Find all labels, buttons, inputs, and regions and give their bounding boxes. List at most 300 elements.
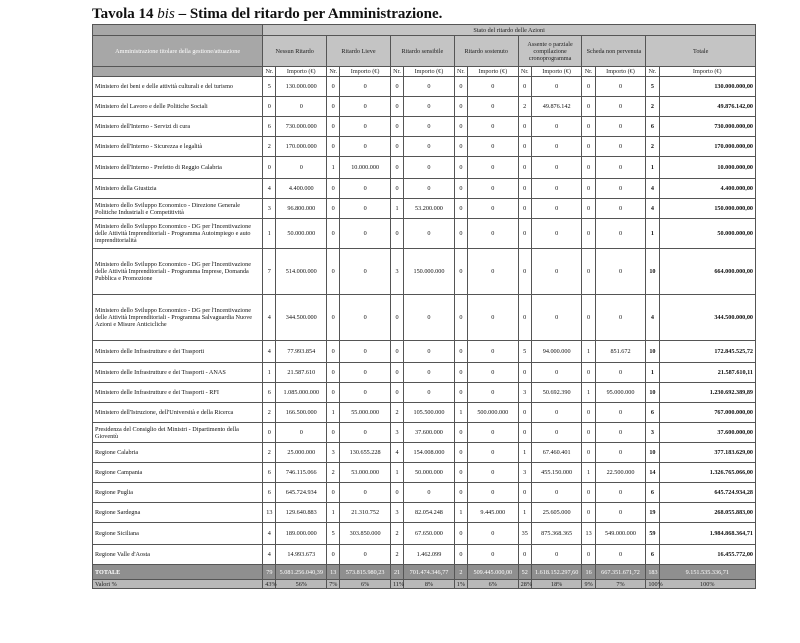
amount-cell: 0 <box>467 117 518 137</box>
amount-cell: 0 <box>404 295 455 341</box>
amount-cell: 95.000.000 <box>595 383 646 403</box>
amount-cell: 16.455.772,00 <box>659 545 756 565</box>
count-cell: 10 <box>646 443 659 463</box>
count-cell: 0 <box>518 423 531 443</box>
amount-cell: 0 <box>404 483 455 503</box>
amount-cell: 645.724.934 <box>276 483 327 503</box>
amount-cell: 0 <box>340 117 391 137</box>
amount-cell: 0 <box>531 137 582 157</box>
count-cell: 0 <box>390 117 403 137</box>
amount-cell: 767.000.000,00 <box>659 403 756 423</box>
count-cell: 6 <box>263 463 276 483</box>
amount-cell: 1.085.000.000 <box>276 383 327 403</box>
amount-cell: 25.000.000 <box>276 443 327 463</box>
count-cell: 1 <box>582 383 595 403</box>
amount-cell: 129.640.883 <box>276 503 327 523</box>
valori-cell: 18% <box>531 580 582 589</box>
count-cell: 0 <box>327 483 340 503</box>
valori-cell: 100% <box>646 580 659 589</box>
admin-name: Regione Calabria <box>93 443 263 463</box>
count-cell: 19 <box>646 503 659 523</box>
count-cell: 6 <box>646 483 659 503</box>
count-cell: 6 <box>646 545 659 565</box>
count-cell: 0 <box>518 483 531 503</box>
table-row <box>93 137 756 157</box>
count-cell: 0 <box>327 295 340 341</box>
count-cell: 0 <box>582 363 595 383</box>
amount-cell: 0 <box>531 403 582 423</box>
amount-cell: 0 <box>467 423 518 443</box>
count-cell: 6 <box>646 403 659 423</box>
admin-name: Ministero delle Infrastrutture e dei Trasporti - ANAS <box>93 363 263 383</box>
amount-cell: 0 <box>404 137 455 157</box>
amount-cell: 50.692.390 <box>531 383 582 403</box>
admin-name: Ministero dell'Istruzione, dell'Università e della Ricerca <box>93 403 263 423</box>
amount-cell: 21.587.610,11 <box>659 363 756 383</box>
totale-cell: 183 <box>646 565 659 580</box>
table-row <box>93 341 756 363</box>
amount-cell: 0 <box>404 179 455 199</box>
amount-cell: 0 <box>467 199 518 219</box>
totale-cell: 573.815.980,23 <box>340 565 391 580</box>
amount-cell: 0 <box>467 77 518 97</box>
header-blank <box>93 67 263 77</box>
count-cell: 0 <box>454 341 467 363</box>
header-nr: Nr. <box>263 67 276 77</box>
count-cell: 0 <box>518 137 531 157</box>
amount-cell: 0 <box>595 97 646 117</box>
amount-cell: 14.993.673 <box>276 545 327 565</box>
amount-cell: 0 <box>340 219 391 249</box>
header-stato: Stato del ritardo delle Azioni <box>263 25 756 36</box>
count-cell: 0 <box>327 137 340 157</box>
amount-cell: 50.000.000 <box>276 219 327 249</box>
count-cell: 0 <box>582 179 595 199</box>
amount-cell: 4.400.000,00 <box>659 179 756 199</box>
amount-cell: 0 <box>531 77 582 97</box>
count-cell: 0 <box>454 249 467 295</box>
count-cell: 2 <box>263 443 276 463</box>
amount-cell: 0 <box>531 199 582 219</box>
totale-cell: 13 <box>327 565 340 580</box>
count-cell: 0 <box>582 295 595 341</box>
amount-cell: 0 <box>595 545 646 565</box>
count-cell: 0 <box>582 77 595 97</box>
count-cell: 0 <box>390 77 403 97</box>
totale-cell: 2 <box>454 565 467 580</box>
admin-name: Ministero dell'Interno - Servizi di cura <box>93 117 263 137</box>
amount-cell: 851.672 <box>595 341 646 363</box>
amount-cell: 25.605.000 <box>531 503 582 523</box>
amount-cell: 0 <box>531 117 582 137</box>
count-cell: 0 <box>582 157 595 179</box>
admin-name: Ministero dello Sviluppo Economico - DG per l'Incentivazione delle Attività Imprenditoriali - Programma Salvaguardia Nuove Azioni e Misure Anticicliche <box>93 295 263 341</box>
count-cell: 2 <box>390 403 403 423</box>
count-cell: 0 <box>454 137 467 157</box>
admin-name: Ministero dell'Interno - Prefetto di Reggio Calabria <box>93 157 263 179</box>
count-cell: 0 <box>327 249 340 295</box>
amount-cell: 0 <box>595 423 646 443</box>
header-importo: Importo (€) <box>531 67 582 77</box>
amount-cell: 0 <box>531 179 582 199</box>
table-row <box>93 403 756 423</box>
table-row <box>93 483 756 503</box>
amount-cell: 664.000.000,00 <box>659 249 756 295</box>
count-cell: 1 <box>518 443 531 463</box>
amount-cell: 0 <box>340 249 391 295</box>
amount-cell: 1.462.099 <box>404 545 455 565</box>
header-importo: Importo (€) <box>659 67 756 77</box>
amount-cell: 0 <box>467 523 518 545</box>
amount-cell: 344.500.000 <box>276 295 327 341</box>
count-cell: 0 <box>454 179 467 199</box>
count-cell: 0 <box>454 383 467 403</box>
header-importo: Importo (€) <box>467 67 518 77</box>
amount-cell: 105.500.000 <box>404 403 455 423</box>
count-cell: 0 <box>454 545 467 565</box>
admin-name: Regione Siciliana <box>93 523 263 545</box>
table-row <box>93 423 756 443</box>
count-cell: 13 <box>582 523 595 545</box>
amount-cell: 50.000.000 <box>404 463 455 483</box>
amount-cell: 0 <box>404 341 455 363</box>
header-nr: Nr. <box>327 67 340 77</box>
valori-cell: 56% <box>276 580 327 589</box>
count-cell: 1 <box>390 463 403 483</box>
count-cell: 0 <box>327 97 340 117</box>
count-cell: 6 <box>646 117 659 137</box>
admin-name: Ministero dell'Interno - Sicurezza e legalità <box>93 137 263 157</box>
count-cell: 4 <box>646 199 659 219</box>
amount-cell: 0 <box>531 423 582 443</box>
amount-cell: 0 <box>467 341 518 363</box>
count-cell: 0 <box>390 219 403 249</box>
count-cell: 0 <box>582 483 595 503</box>
count-cell: 3 <box>518 463 531 483</box>
amount-cell: 0 <box>595 483 646 503</box>
count-cell: 0 <box>390 157 403 179</box>
count-cell: 3 <box>518 383 531 403</box>
amount-cell: 875.368.365 <box>531 523 582 545</box>
count-cell: 0 <box>518 249 531 295</box>
table-row <box>93 249 756 295</box>
amount-cell: 0 <box>595 117 646 137</box>
amount-cell: 0 <box>595 403 646 423</box>
admin-name: Ministero dello Sviluppo Economico - DG per l'Incentivazione delle Attività Imprenditoriali - Programma Imprese, Domanda Pubblica e Promozione <box>93 249 263 295</box>
amount-cell: 53.200.000 <box>404 199 455 219</box>
count-cell: 1 <box>646 219 659 249</box>
header-importo: Importo (€) <box>340 67 391 77</box>
count-cell: 0 <box>390 363 403 383</box>
admin-name: Regione Sardegna <box>93 503 263 523</box>
amount-cell: 0 <box>340 423 391 443</box>
amount-cell: 55.000.000 <box>340 403 391 423</box>
amount-cell: 0 <box>340 199 391 219</box>
count-cell: 0 <box>582 117 595 137</box>
valori-cell: 6% <box>340 580 391 589</box>
amount-cell: 0 <box>467 295 518 341</box>
amount-cell: 0 <box>595 295 646 341</box>
amount-cell: 172.845.525,72 <box>659 341 756 363</box>
count-cell: 6 <box>263 117 276 137</box>
count-cell: 0 <box>263 157 276 179</box>
amount-cell: 94.000.000 <box>531 341 582 363</box>
count-cell: 0 <box>454 117 467 137</box>
amount-cell: 0 <box>340 77 391 97</box>
count-cell: 0 <box>327 423 340 443</box>
count-cell: 0 <box>454 423 467 443</box>
count-cell: 1 <box>454 403 467 423</box>
amount-cell: 1.230.692.389,89 <box>659 383 756 403</box>
amount-cell: 0 <box>595 157 646 179</box>
amount-cell: 377.183.629,00 <box>659 443 756 463</box>
count-cell: 0 <box>518 179 531 199</box>
admin-name: Ministero dello Sviluppo Economico - DG per l'Incentivazione delle Attività Imprenditoriali - Programma Autoimpiego e auto imprenditorialità <box>93 219 263 249</box>
count-cell: 0 <box>390 341 403 363</box>
valori-cell: 9% <box>582 580 595 589</box>
amount-cell: 82.054.248 <box>404 503 455 523</box>
count-cell: 0 <box>582 443 595 463</box>
count-cell: 0 <box>327 77 340 97</box>
count-cell: 2 <box>263 403 276 423</box>
amount-cell: 50.000.000,00 <box>659 219 756 249</box>
amount-cell: 10.000.000 <box>340 157 391 179</box>
count-cell: 10 <box>646 383 659 403</box>
count-cell: 0 <box>454 483 467 503</box>
header-nr: Nr. <box>646 67 659 77</box>
amount-cell: 344.500.000,00 <box>659 295 756 341</box>
count-cell: 10 <box>646 341 659 363</box>
amount-cell: 0 <box>404 219 455 249</box>
amount-cell: 53.000.000 <box>340 463 391 483</box>
table-row <box>93 523 756 545</box>
amount-cell: 0 <box>404 117 455 137</box>
amount-cell: 0 <box>531 157 582 179</box>
amount-cell: 21.587.610 <box>276 363 327 383</box>
count-cell: 0 <box>454 463 467 483</box>
header-group: Ritardo sostenuto <box>454 36 518 67</box>
count-cell: 4 <box>263 545 276 565</box>
amount-cell: 0 <box>467 383 518 403</box>
amount-cell: 0 <box>595 199 646 219</box>
count-cell: 0 <box>390 483 403 503</box>
header-group: Totale <box>646 36 756 67</box>
count-cell: 1 <box>327 403 340 423</box>
count-cell: 0 <box>582 403 595 423</box>
valori-cell: 100% <box>659 580 756 589</box>
amount-cell: 746.115.066 <box>276 463 327 483</box>
count-cell: 1 <box>582 341 595 363</box>
header-nr: Nr. <box>518 67 531 77</box>
amount-cell: 37.600.000,00 <box>659 423 756 443</box>
amount-cell: 0 <box>467 249 518 295</box>
table-row <box>93 503 756 523</box>
count-cell: 0 <box>582 503 595 523</box>
table-row <box>93 383 756 403</box>
amount-cell: 1.984.868.364,71 <box>659 523 756 545</box>
admin-name: Ministero della Giustizia <box>93 179 263 199</box>
count-cell: 0 <box>454 199 467 219</box>
totale-cell: 701.474.346,77 <box>404 565 455 580</box>
amount-cell: 22.500.000 <box>595 463 646 483</box>
amount-cell: 0 <box>595 137 646 157</box>
valori-cell: 11% <box>390 580 403 589</box>
valori-label: Valori % <box>93 580 263 589</box>
amount-cell: 730.000.000 <box>276 117 327 137</box>
count-cell: 1 <box>390 199 403 219</box>
count-cell: 0 <box>454 443 467 463</box>
amount-cell: 0 <box>340 97 391 117</box>
amount-cell: 0 <box>467 97 518 117</box>
count-cell: 0 <box>518 363 531 383</box>
header-corner <box>93 25 263 36</box>
count-cell: 1 <box>646 363 659 383</box>
amount-cell: 303.850.000 <box>340 523 391 545</box>
count-cell: 0 <box>582 423 595 443</box>
amount-cell: 21.310.752 <box>340 503 391 523</box>
table-row <box>93 179 756 199</box>
admin-name: Regione Valle d'Aosta <box>93 545 263 565</box>
count-cell: 2 <box>327 463 340 483</box>
amount-cell: 0 <box>595 249 646 295</box>
header-nr: Nr. <box>582 67 595 77</box>
count-cell: 4 <box>263 523 276 545</box>
amount-cell: 0 <box>467 463 518 483</box>
amount-cell: 1.326.765.066,00 <box>659 463 756 483</box>
amount-cell: 49.876.142 <box>531 97 582 117</box>
amount-cell: 0 <box>595 503 646 523</box>
amount-cell: 150.000.000,00 <box>659 199 756 219</box>
amount-cell: 0 <box>340 179 391 199</box>
count-cell: 1 <box>263 363 276 383</box>
count-cell: 2 <box>646 97 659 117</box>
amount-cell: 37.600.000 <box>404 423 455 443</box>
amount-cell: 170.000.000 <box>276 137 327 157</box>
valori-cell: 28% <box>518 580 531 589</box>
valori-cell: 43% <box>263 580 276 589</box>
count-cell: 4 <box>646 295 659 341</box>
amount-cell: 0 <box>340 295 391 341</box>
admin-name: Ministero del Lavoro e delle Politiche Sociali <box>93 97 263 117</box>
count-cell: 4 <box>263 179 276 199</box>
count-cell: 0 <box>327 199 340 219</box>
count-cell: 1 <box>582 463 595 483</box>
table-row <box>93 117 756 137</box>
header-admin: Amministrazione titolare della gestione/attuazione <box>93 36 263 67</box>
count-cell: 0 <box>454 295 467 341</box>
amount-cell: 0 <box>467 157 518 179</box>
count-cell: 0 <box>582 199 595 219</box>
count-cell: 3 <box>390 249 403 295</box>
amount-cell: 189.000.000 <box>276 523 327 545</box>
count-cell: 0 <box>582 249 595 295</box>
count-cell: 2 <box>646 137 659 157</box>
totale-cell: 16 <box>582 565 595 580</box>
amount-cell: 130.655.228 <box>340 443 391 463</box>
count-cell: 4 <box>263 295 276 341</box>
count-cell: 0 <box>327 363 340 383</box>
count-cell: 5 <box>646 77 659 97</box>
count-cell: 0 <box>327 545 340 565</box>
count-cell: 0 <box>518 199 531 219</box>
valori-cell: 1% <box>454 580 467 589</box>
count-cell: 7 <box>263 249 276 295</box>
count-cell: 0 <box>518 219 531 249</box>
amount-cell: 0 <box>531 545 582 565</box>
totale-cell: 509.445.000,00 <box>467 565 518 580</box>
count-cell: 6 <box>263 483 276 503</box>
amount-cell: 0 <box>404 363 455 383</box>
amount-cell: 9.445.000 <box>467 503 518 523</box>
table-row <box>93 77 756 97</box>
amount-cell: 0 <box>340 341 391 363</box>
count-cell: 1 <box>518 503 531 523</box>
amount-cell: 0 <box>531 249 582 295</box>
admin-name: Regione Campania <box>93 463 263 483</box>
totale-cell: 52 <box>518 565 531 580</box>
count-cell: 3 <box>263 199 276 219</box>
amount-cell: 0 <box>276 97 327 117</box>
amount-cell: 77.993.854 <box>276 341 327 363</box>
table-row <box>93 443 756 463</box>
count-cell: 13 <box>263 503 276 523</box>
count-cell: 0 <box>582 545 595 565</box>
header-importo: Importo (€) <box>404 67 455 77</box>
amount-cell: 170.000.000,00 <box>659 137 756 157</box>
amount-cell: 49.876.142,00 <box>659 97 756 117</box>
amount-cell: 10.000.000,00 <box>659 157 756 179</box>
amount-cell: 514.000.000 <box>276 249 327 295</box>
amount-cell: 150.000.000 <box>404 249 455 295</box>
totale-cell: 9.151.535.336,71 <box>659 565 756 580</box>
count-cell: 2 <box>390 545 403 565</box>
count-cell: 3 <box>390 503 403 523</box>
count-cell: 0 <box>518 545 531 565</box>
header-nr: Nr. <box>390 67 403 77</box>
count-cell: 0 <box>454 157 467 179</box>
amount-cell: 130.000.000 <box>276 77 327 97</box>
header-importo: Importo (€) <box>276 67 327 77</box>
admin-name: Ministero delle Infrastrutture e dei Trasporti - RFI <box>93 383 263 403</box>
count-cell: 0 <box>327 179 340 199</box>
admin-name: Ministero dello Sviluppo Economico - Direzione Generale Politiche Industriali e Competitività <box>93 199 263 219</box>
count-cell: 0 <box>454 363 467 383</box>
count-cell: 1 <box>327 503 340 523</box>
count-cell: 14 <box>646 463 659 483</box>
count-cell: 35 <box>518 523 531 545</box>
count-cell: 5 <box>518 341 531 363</box>
table-row <box>93 545 756 565</box>
count-cell: 2 <box>390 523 403 545</box>
count-cell: 0 <box>454 77 467 97</box>
amount-cell: 268.055.883,00 <box>659 503 756 523</box>
header-nr: Nr. <box>454 67 467 77</box>
totale-cell: 21 <box>390 565 403 580</box>
amount-cell: 154.008.000 <box>404 443 455 463</box>
amount-cell: 0 <box>531 363 582 383</box>
amount-cell: 0 <box>404 383 455 403</box>
valori-cell: 8% <box>404 580 455 589</box>
count-cell: 6 <box>263 383 276 403</box>
valori-cell: 7% <box>327 580 340 589</box>
amount-cell: 0 <box>340 383 391 403</box>
amount-cell: 645.724.934,28 <box>659 483 756 503</box>
amount-cell: 730.000.000,00 <box>659 117 756 137</box>
totale-cell: 5.081.256.040,39 <box>276 565 327 580</box>
count-cell: 2 <box>518 97 531 117</box>
count-cell: 0 <box>390 179 403 199</box>
amount-cell: 0 <box>340 483 391 503</box>
